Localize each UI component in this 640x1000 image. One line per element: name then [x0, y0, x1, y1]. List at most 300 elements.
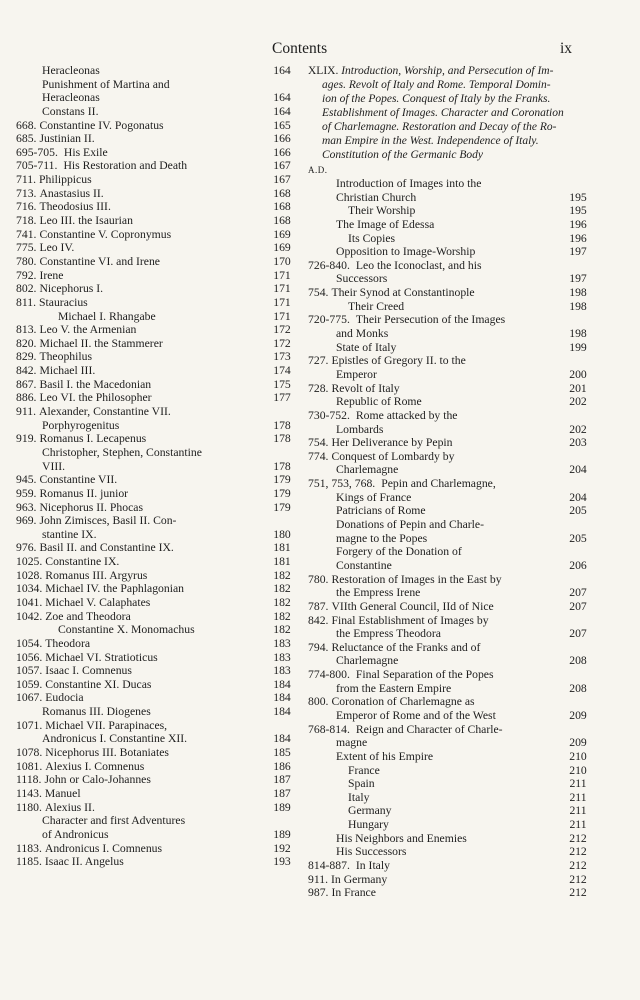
entry-date: 811.: [16, 295, 37, 309]
toc-entry: [308, 245, 588, 259]
toc-entry: [308, 286, 588, 300]
chapter-summary-line: [308, 106, 588, 120]
chapter-summary-line: [308, 134, 588, 148]
entry-title: Leo VI. the Philosopher: [39, 391, 152, 405]
entry-title: Introduction of Images into the: [336, 177, 482, 190]
toc-entry: [308, 368, 588, 382]
toc-entry: [308, 259, 588, 273]
entry-page-number: 170: [273, 254, 291, 268]
entry-date: 814-887.: [308, 859, 350, 873]
toc-entry: [308, 573, 588, 587]
toc-entry: [16, 719, 296, 733]
toc-entry: [16, 596, 296, 610]
entry-title: Basil I. the Macedonian: [39, 377, 152, 391]
entry-date: 1057.: [16, 664, 43, 678]
toc-entry: [308, 668, 588, 682]
entry-title: of Andronicus: [42, 827, 109, 841]
entry-date: 1041.: [16, 595, 43, 609]
entry-title: In France: [331, 886, 376, 900]
toc-entry: [16, 487, 296, 501]
toc-entry: [16, 460, 296, 474]
chapter-summary-text: man Empire in the West. Independence of Italy.: [322, 135, 539, 147]
toc-entry: [308, 504, 588, 518]
entry-date: 754.: [308, 286, 329, 300]
toc-entry: [16, 473, 296, 487]
entry-title: Nicephorus I.: [39, 282, 104, 296]
entry-title: Justinian II.: [39, 132, 95, 146]
entry-date: 792.: [16, 268, 37, 282]
entry-title: Andronicus I. Comnenus: [44, 841, 163, 855]
toc-entry: [308, 723, 588, 737]
entry-title: Stauracius: [39, 295, 88, 309]
chapter-summary-text: Constitution of the Germanic Body: [322, 149, 483, 161]
entry-date: 774.: [308, 449, 329, 463]
entry-page-number: 177: [273, 391, 291, 405]
entry-date: 1081.: [16, 759, 43, 773]
entry-date: 711.: [16, 173, 37, 187]
entry-title: Alexius I. Comnenus: [45, 759, 145, 773]
entry-page-number: 195: [569, 204, 587, 218]
toc-entry: [308, 300, 588, 314]
entry-title: France: [348, 763, 380, 777]
toc-entry: [308, 559, 588, 573]
entry-page-number: 164: [273, 64, 291, 77]
entry-title: Romanus III. Argyrus: [45, 568, 148, 582]
right-entries: [308, 177, 588, 900]
chapter-summary-text: Introduction, Worship, and Persecution of Im-: [341, 65, 554, 77]
entry-page-number: 182: [273, 623, 291, 637]
entry-page-number: 198: [569, 286, 587, 300]
toc-entry: [308, 232, 588, 246]
entry-page-number: 207: [569, 599, 587, 613]
entry-title: Constantine V. Copronymus: [39, 227, 172, 241]
entry-page-number: 192: [273, 841, 291, 855]
entry-date: 695-705.: [16, 145, 58, 159]
entry-title: Their Creed: [348, 299, 405, 313]
entry-date: 802.: [16, 282, 37, 296]
toc-entry: [16, 323, 296, 337]
entry-date: 1034.: [16, 582, 43, 596]
entry-page-number: 207: [569, 627, 587, 641]
toc-entry: [16, 678, 296, 692]
toc-entry: [16, 555, 296, 569]
entry-date: 668.: [16, 118, 37, 132]
entry-page-number: 184: [273, 732, 291, 746]
chapter-summary-text: ages. Revolt of Italy and Rome. Temporal Domin-: [322, 79, 551, 91]
toc-entry: [308, 832, 588, 846]
entry-page-number: 175: [273, 377, 291, 391]
entry-title: Michael II. the Stammerer: [39, 336, 163, 350]
entry-title: Christian Church: [336, 190, 417, 204]
entry-page-number: 167: [273, 173, 291, 187]
toc-entry: [16, 664, 296, 678]
toc-entry: [308, 436, 588, 450]
entry-title: Theodora: [45, 636, 91, 650]
toc-entry: [16, 582, 296, 596]
entry-title: Porphyrogenitus: [42, 418, 120, 432]
entry-page-number: 197: [569, 272, 587, 286]
toc-entry: [16, 432, 296, 446]
entry-page-number: 193: [273, 855, 291, 869]
toc-entry: [16, 350, 296, 364]
toc-entry: [308, 641, 588, 655]
toc-entry: [16, 787, 296, 801]
entry-page-number: 181: [273, 541, 291, 555]
entry-date: 1025.: [16, 555, 43, 569]
toc-entry: [308, 395, 588, 409]
entry-title: Constantine XI. Ducas: [45, 677, 152, 691]
entry-page-number: 211: [569, 790, 587, 804]
entry-date: 705-711.: [16, 159, 58, 173]
entry-page-number: 167: [273, 159, 291, 173]
entry-date: 768-814.: [308, 722, 350, 736]
toc-entry: [16, 296, 296, 310]
toc-entry: [308, 382, 588, 396]
entry-page-number: 179: [273, 473, 291, 487]
left-column: [16, 64, 296, 869]
entry-page-number: 211: [569, 777, 587, 791]
entry-title: Theophilus: [39, 350, 93, 364]
entry-date: 774-800.: [308, 668, 350, 682]
entry-page-number: 204: [569, 463, 587, 477]
chapter-summary-line: [308, 78, 588, 92]
entry-page-number: 169: [273, 241, 291, 255]
entry-date: 741.: [16, 227, 37, 241]
entry-title: Basil II. and Constantine IX.: [39, 541, 174, 555]
entry-title: VIII.: [42, 459, 66, 473]
entry-title: VIIth General Council, IId of Nice: [331, 599, 494, 613]
entry-title: Heracleonas: [42, 91, 100, 105]
toc-entry: [16, 801, 296, 815]
entry-page-number: 183: [273, 650, 291, 664]
entry-page-number: 196: [569, 217, 587, 231]
entry-page-number: 173: [273, 350, 291, 364]
toc-entry: [16, 78, 296, 92]
entry-title: Character and first Adventures: [42, 814, 186, 828]
entry-title: His Exile: [63, 145, 108, 159]
entry-title: Hungary: [348, 818, 389, 832]
toc-entry: [16, 214, 296, 228]
entry-title: State of Italy: [336, 340, 397, 354]
entry-page-number: 196: [569, 231, 587, 245]
toc-entry: [16, 514, 296, 528]
entry-page-number: 180: [273, 527, 291, 541]
toc-entry: [16, 610, 296, 624]
entry-title: Extent of his Empire: [336, 749, 434, 763]
entry-title: Its Copies: [348, 231, 396, 245]
entry-date: 718.: [16, 214, 37, 228]
toc-entry: [308, 614, 588, 628]
entry-page-number: 168: [273, 214, 291, 228]
entry-title: Their Worship: [348, 204, 416, 218]
toc-entry: [16, 119, 296, 133]
toc-entry: [16, 146, 296, 160]
entry-date: 780.: [16, 254, 37, 268]
entry-title: Charlemagne: [336, 463, 399, 477]
toc-entry: [308, 764, 588, 778]
toc-entry: [308, 409, 588, 423]
entry-date: 713.: [16, 186, 37, 200]
entry-title: from the Eastern Empire: [336, 681, 452, 695]
toc-entry: [308, 354, 588, 368]
entry-title: His Neighbors and Enemies: [336, 831, 467, 845]
entry-title: Michael IV. the Paphlagonian: [45, 582, 184, 596]
chapter-summary-line: [308, 64, 588, 78]
entry-title: Republic of Rome: [336, 395, 422, 409]
toc-entry: [16, 159, 296, 173]
entry-page-number: 183: [273, 664, 291, 678]
entry-title: Constantine IV. Pogonatus: [39, 118, 164, 132]
entry-date: 911.: [16, 405, 37, 419]
toc-entry: [16, 773, 296, 787]
entry-title: Leo V. the Armenian: [39, 323, 137, 337]
entry-page-number: 187: [273, 786, 291, 800]
toc-entry: [308, 463, 588, 477]
toc-entry: [16, 378, 296, 392]
entry-date: 969.: [16, 514, 37, 528]
entry-page-number: 187: [273, 773, 291, 787]
entry-title: Patricians of Rome: [336, 504, 426, 518]
entry-title: the Empress Irene: [336, 586, 421, 600]
toc-entry: [16, 746, 296, 760]
toc-entry: [16, 814, 296, 828]
entry-title: Successors: [336, 272, 388, 286]
toc-entry: [16, 569, 296, 583]
entry-page-number: 182: [273, 595, 291, 609]
entry-page-number: 211: [569, 804, 587, 818]
entry-title: Pepin and Charlemagne,: [381, 477, 496, 491]
entry-title: Spain: [348, 777, 375, 791]
entry-page-number: 183: [273, 636, 291, 650]
toc-entry: [308, 777, 588, 791]
toc-entry: [16, 337, 296, 351]
entry-date: 1028.: [16, 568, 43, 582]
entry-page-number: 206: [569, 558, 587, 572]
entry-title: Michael VI. Stratioticus: [45, 650, 158, 664]
entry-title: Christopher, Stephen, Constantine: [42, 445, 202, 459]
entry-title: Constantine IX.: [45, 555, 120, 569]
entry-title: Leo the Iconoclast, and his: [355, 258, 482, 272]
entry-date: 1042.: [16, 609, 43, 623]
entry-title: Forgery of the Donation of: [336, 545, 462, 559]
toc-entry: [308, 218, 588, 232]
entry-date: 1067.: [16, 691, 43, 705]
entry-page-number: 208: [569, 681, 587, 695]
toc-entry: [308, 313, 588, 327]
entry-date: 919.: [16, 432, 37, 446]
entry-title: Emperor: [336, 367, 377, 381]
entry-title: Donations of Pepin and Charle-: [336, 518, 485, 532]
toc-entry: [16, 842, 296, 856]
toc-entry: [308, 600, 588, 614]
toc-entry: [308, 272, 588, 286]
entry-date: 911.: [308, 872, 329, 886]
entry-page-number: 178: [273, 432, 291, 446]
entry-page-number: 203: [569, 436, 587, 450]
entry-title: Michael V. Calaphates: [45, 595, 151, 609]
chapter-summary-line: [308, 148, 588, 162]
chapter-heading: [308, 64, 588, 162]
toc-entry: [16, 541, 296, 555]
chapter-summary-line: [308, 92, 588, 106]
toc-entry: [16, 828, 296, 842]
entry-date: 751, 753, 768.: [308, 477, 376, 491]
entry-date: 720-775.: [308, 313, 350, 327]
entry-page-number: 174: [273, 364, 291, 378]
entry-page-number: 178: [273, 459, 291, 473]
toc-entry: [16, 105, 296, 119]
toc-entry: [16, 419, 296, 433]
entry-page-number: 210: [569, 749, 587, 763]
chapter-number: XLIX.: [308, 65, 342, 77]
toc-entry: [308, 532, 588, 546]
entry-title: Leo III. the Isaurian: [39, 214, 133, 228]
entry-title: Her Deliverance by Pepin: [331, 436, 453, 450]
entry-page-number: 202: [569, 422, 587, 436]
entry-date: 1118.: [16, 773, 42, 787]
entry-title: Isaac I. Comnenus: [45, 664, 132, 678]
entry-title: and Monks: [336, 327, 389, 341]
chapter-summary: [308, 64, 588, 162]
toc-entry: [16, 269, 296, 283]
entry-date: 775.: [16, 241, 37, 255]
toc-entry: [16, 623, 296, 637]
toc-entry: [308, 654, 588, 668]
toc-entry: [16, 310, 296, 324]
entry-date: 754.: [308, 436, 329, 450]
entry-title: the Empress Theodora: [336, 627, 441, 641]
entry-title: Michael III.: [39, 364, 96, 378]
entry-title: Restoration of Images in the East by: [331, 572, 502, 586]
toc-entry: [308, 341, 588, 355]
entry-page-number: 207: [569, 586, 587, 600]
toc-entry: [308, 818, 588, 832]
entry-page-number: 189: [273, 827, 291, 841]
entry-date: 727.: [308, 354, 329, 368]
toc-entry: [308, 586, 588, 600]
entry-page-number: 181: [273, 555, 291, 569]
entry-date: 945.: [16, 473, 37, 487]
toc-entry: [16, 528, 296, 542]
toc-entry: [16, 200, 296, 214]
toc-entry: [16, 651, 296, 665]
toc-entry: [308, 327, 588, 341]
entry-page-number: 212: [569, 886, 587, 900]
entry-title: Opposition to Image-Worship: [336, 245, 476, 259]
entry-page-number: 198: [569, 327, 587, 341]
entry-title: In Italy: [355, 859, 390, 873]
toc-entry: [308, 791, 588, 805]
entry-title: In Germany: [331, 872, 388, 886]
entry-title: Constantine: [336, 558, 392, 572]
toc-entry: [16, 405, 296, 419]
toc-entry: [16, 691, 296, 705]
entry-date: 1143.: [16, 786, 42, 800]
entry-date: 963.: [16, 500, 37, 514]
entry-page-number: 198: [569, 299, 587, 313]
entry-page-number: 171: [273, 268, 291, 282]
entry-date: 1056.: [16, 650, 43, 664]
entry-page-number: 166: [273, 145, 291, 159]
entry-date: 716.: [16, 200, 37, 214]
toc-entry: [16, 732, 296, 746]
page-title: Contents: [272, 40, 328, 57]
running-header: [0, 40, 640, 62]
entry-title: Final Separation of the Popes: [355, 668, 494, 682]
entry-date: 987.: [308, 886, 329, 900]
entry-date: 685.: [16, 132, 37, 146]
entry-date: 959.: [16, 486, 37, 500]
entry-title: John Zimisces, Basil II. Con-: [39, 514, 177, 528]
entry-page-number: 168: [273, 200, 291, 214]
chapter-summary-line: [308, 120, 588, 134]
entry-page-number: 184: [273, 691, 291, 705]
entry-title: Leo IV.: [39, 241, 75, 255]
entry-date: 728.: [308, 381, 329, 395]
entry-title: Heracleonas: [42, 64, 100, 77]
entry-title: Andronicus I. Constantine XII.: [42, 732, 188, 746]
entry-page-number: 185: [273, 746, 291, 760]
chapter-summary-text: Establishment of Images. Character and Coronation: [322, 107, 564, 119]
toc-entry: [308, 518, 588, 532]
entry-page-number: 212: [569, 845, 587, 859]
entry-date: 1059.: [16, 677, 43, 691]
entry-title: His Restoration and Death: [63, 159, 188, 173]
toc-entry: [308, 750, 588, 764]
toc-entry: [308, 695, 588, 709]
entry-page-number: 182: [273, 568, 291, 582]
entry-title: Michael VII. Parapinaces,: [45, 718, 168, 732]
entry-page-number: 182: [273, 582, 291, 596]
toc-entry: [16, 855, 296, 869]
toc-entry: [16, 255, 296, 269]
entry-date: 1071.: [16, 718, 43, 732]
entry-page-number: 199: [569, 340, 587, 354]
toc-entry: [16, 187, 296, 201]
entry-date: 829.: [16, 350, 37, 364]
entry-title: Constans II.: [42, 104, 99, 118]
toc-entry: [308, 491, 588, 505]
toc-entry: [308, 477, 588, 491]
entry-title: Constantine X. Monomachus: [58, 623, 195, 637]
toc-entry: [16, 241, 296, 255]
entry-title: stantine IX.: [42, 527, 97, 541]
entry-title: magne to the Popes: [336, 531, 428, 545]
entry-page-number: 202: [569, 395, 587, 409]
toc-entry: [308, 682, 588, 696]
toc-entry: [308, 191, 588, 205]
toc-entry: [308, 177, 588, 191]
toc-entry: [16, 364, 296, 378]
entry-title: Anastasius II.: [39, 186, 104, 200]
page-number: ix: [560, 40, 573, 57]
entry-page-number: 212: [569, 872, 587, 886]
entry-date: 842.: [308, 613, 329, 627]
entry-date: 1180.: [16, 800, 42, 814]
entry-title: Their Synod at Constantinople: [331, 286, 475, 300]
entry-title: Nicephorus III. Botaniates: [45, 746, 169, 760]
entry-date: 787.: [308, 599, 329, 613]
entry-page-number: 166: [273, 132, 291, 146]
toc-entry: [308, 450, 588, 464]
entry-page-number: 205: [569, 531, 587, 545]
entry-title: Charlemagne: [336, 654, 399, 668]
entry-title: magne: [336, 736, 368, 750]
toc-entry: [16, 637, 296, 651]
entry-title: Alexander, Constantine VII.: [39, 405, 171, 419]
entry-date: 1183.: [16, 841, 42, 855]
entry-title: Reign and Character of Charle-: [355, 722, 503, 736]
